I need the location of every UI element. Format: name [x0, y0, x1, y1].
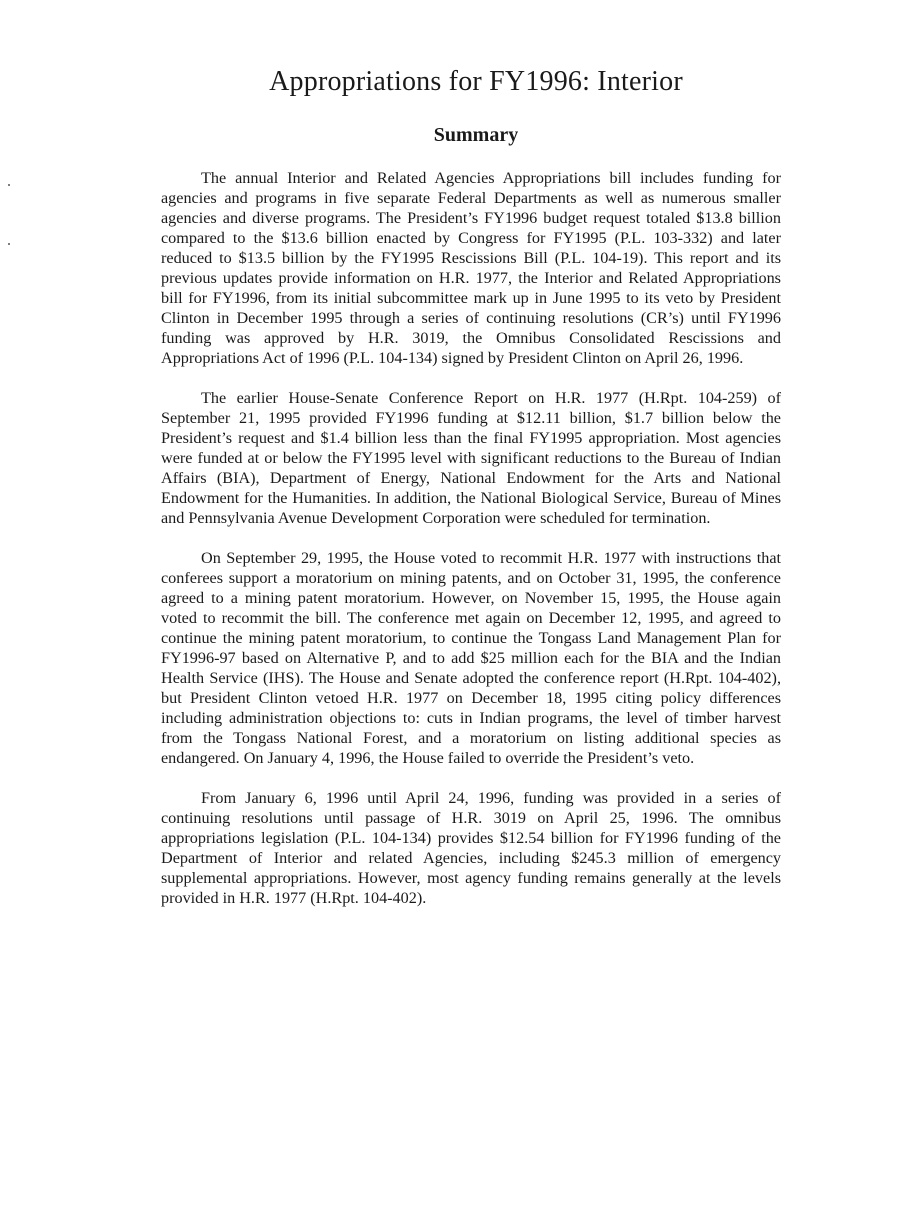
scan-speck	[8, 184, 10, 186]
page-title: Appropriations for FY1996: Interior	[269, 66, 683, 97]
paragraph-1: The annual Interior and Related Agencies Appropriations bill includes funding for agencies and programs in five separate Federal Departments as well as numerous smaller agencies and diverse programs. The President’s FY1996 budget request totaled $13.8 billion compared to the $13.6 billion enacted by Congress for FY1995 (P.L. 103-332) and later reduced to $13.5 billion by the FY1995 Rescissions Bill (P.L. 104-19). This report and its previous updates provide information on H.R. 1977, the Interior and Related Appropriations bill for FY1996, from its initial subcommittee mark up in June 1995 to its veto by President Clinton in December 1995 through a series of continuing resolutions (CR’s) until FY1996 funding was approved by H.R. 3019, the Omnibus Consolidated Rescissions and Appropriations Act of 1996 (P.L. 104-134) signed by President Clinton on April 26, 1996.	[161, 169, 781, 367]
paragraph-4: From January 6, 1996 until April 24, 1996, funding was provided in a series of continuing resolutions until passage of H.R. 3019 on April 25, 1996. The omnibus appropriations legislation (P.L. 104-134) provides $12.54 billion for FY1996 funding of the Department of Interior and related Agencies, including $245.3 million of emergency supplemental appropriations. However, most agency funding remains generally at the levels provided in H.R. 1977 (H.Rpt. 104-402).	[161, 789, 781, 907]
scan-speck	[8, 243, 10, 245]
summary-body	[161, 168, 781, 928]
paragraph-3: On September 29, 1995, the House voted to recommit H.R. 1977 with instructions that conferees support a moratorium on mining patents, and on October 31, 1995, the conference agreed to a mining patent moratorium. However, on November 15, 1995, the House again voted to recommit the bill. The conference met again on December 12, 1995, and agreed to continue the mining patent moratorium, to continue the Tongass Land Management Plan for FY1996-97 based on Alternative P, and to add $25 million each for the BIA and the Indian Health Service (IHS). The House and Senate adopted the conference report (H.Rpt. 104-402), but President Clinton vetoed H.R. 1977 on December 18, 1995 citing policy differences including administration objections to: cuts in Indian programs, the level of timber harvest from the Tongass National Forest, and a moratorium on listing additional species as endangered. On January 4, 1996, the House failed to override the President’s veto.	[161, 549, 781, 767]
paragraph-2: The earlier House-Senate Conference Report on H.R. 1977 (H.Rpt. 104-259) of September 21, 1995 provided FY1996 funding at $12.11 billion, $1.7 billion below the President’s request and $1.4 billion less than the final FY1995 appropriation. Most agencies were funded at or below the FY1995 level with significant reductions to the Bureau of Indian Affairs (BIA), Department of Energy, National Endowment for the Arts and National Endowment for the Humanities. In addition, the National Biological Service, Bureau of Mines and Pennsylvania Avenue Development Corporation were scheduled for termination.	[161, 389, 781, 527]
section-heading-summary: Summary	[433, 124, 519, 146]
